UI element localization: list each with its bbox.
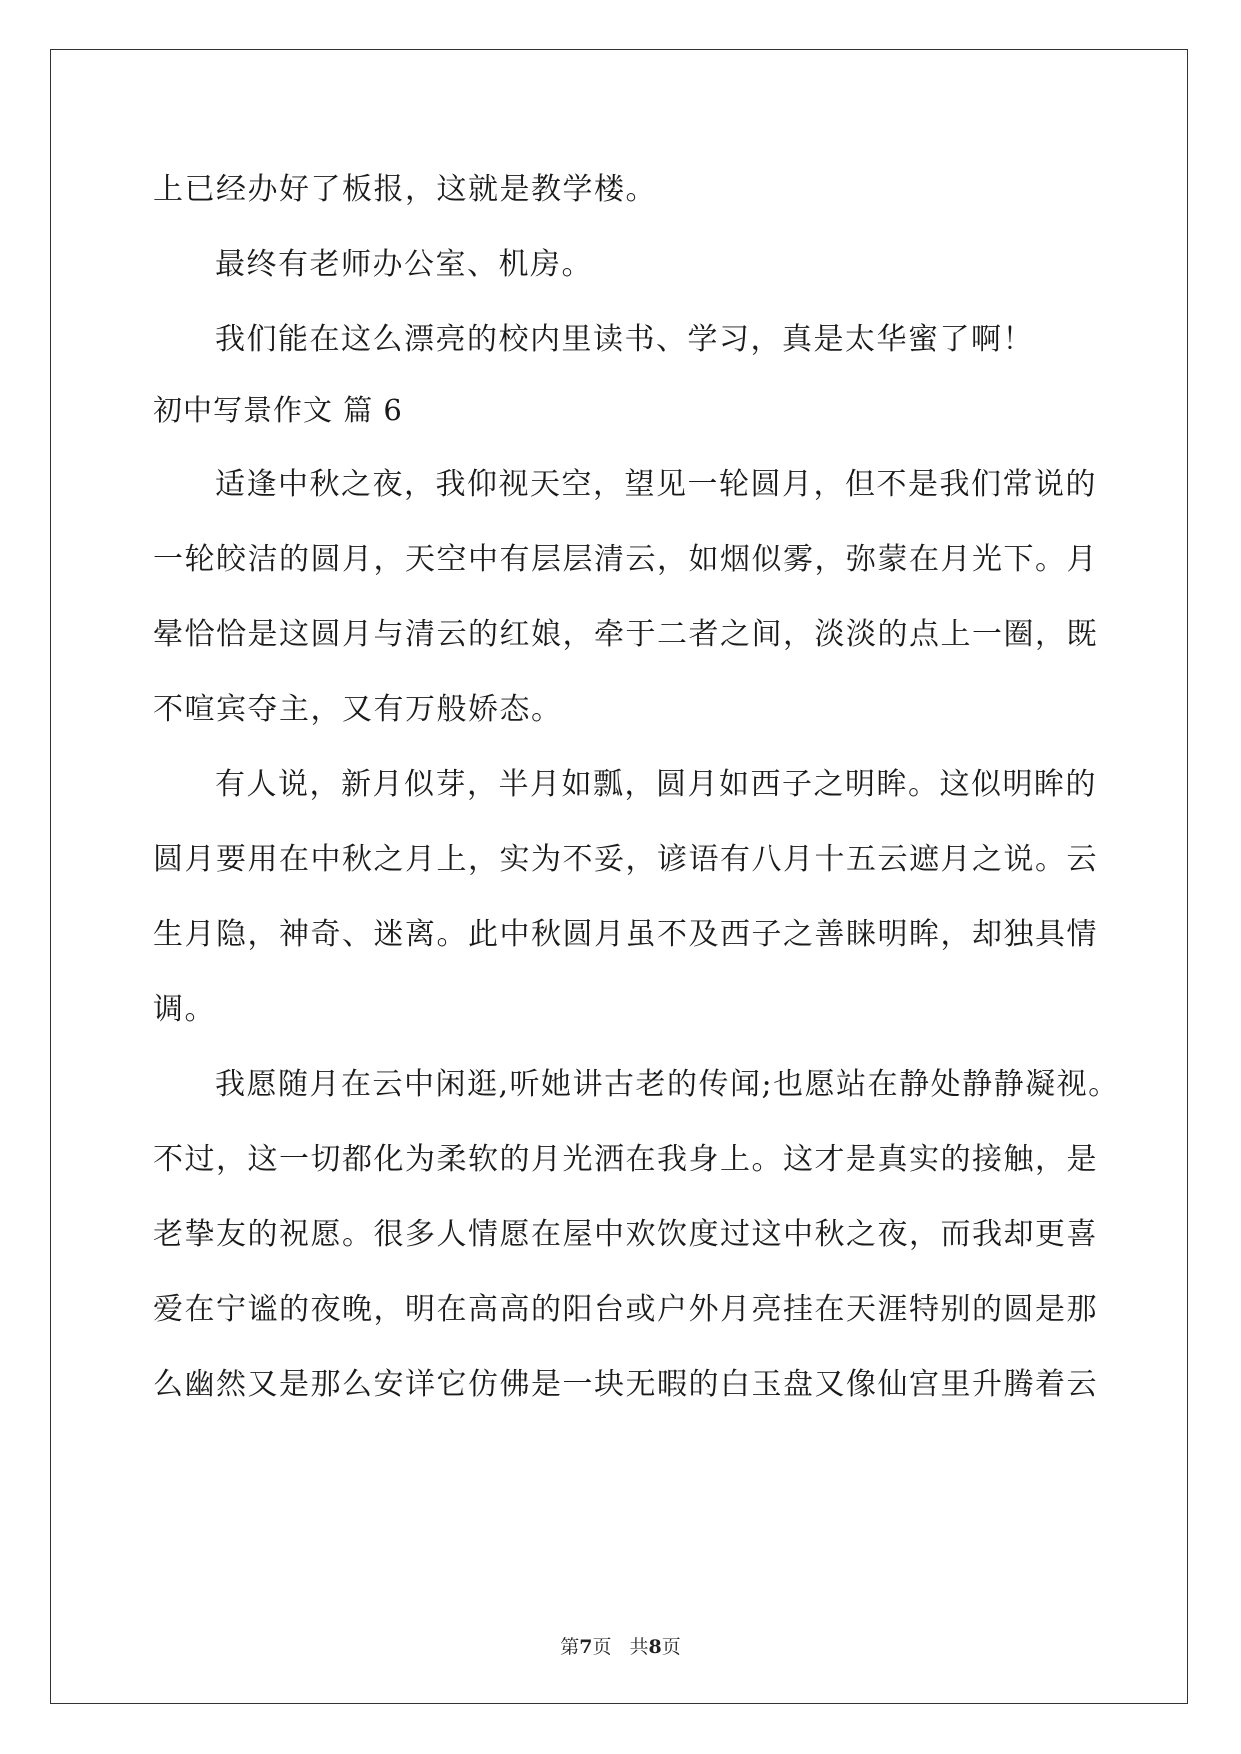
text-line: 一轮皎洁的圆月，天空中有层层清云，如烟似雾，弥蒙在月光下。月: [153, 542, 1098, 577]
paragraph-first-line: 有人说，新月似芽，半月如瓢，圆月如西子之明眸。这似明眸的: [215, 767, 1097, 802]
page-footer: [0, 1632, 1241, 1659]
text-line: 生月隐，神奇、迷离。此中秋圆月虽不及西子之善睐明眸，却独具情: [153, 917, 1098, 952]
page-total: 8: [648, 1636, 662, 1658]
total-prefix: 共: [629, 1636, 649, 1658]
page-current: 7: [579, 1636, 593, 1658]
paragraph-first-line: 我们能在这么漂亮的校内里读书、学习，真是太华蜜了啊！: [215, 322, 1034, 357]
section-heading: 初中写景作文 篇 6: [153, 393, 403, 427]
text-line: 上已经办好了板报，这就是教学楼。: [153, 172, 657, 207]
text-line: 么幽然又是那么安详它仿佛是一块无暇的白玉盘又像仙宫里升腾着云: [153, 1367, 1098, 1402]
text-line: 不喧宾夺主，又有万般娇态。: [153, 692, 563, 727]
paragraph-first-line: 最终有老师办公室、机房。: [215, 247, 593, 282]
text-line: 爱在宁谧的夜晚，明在高高的阳台或户外月亮挂在天涯特别的圆是那: [153, 1292, 1098, 1327]
paragraph-first-line: 我愿随月在云中闲逛,听她讲古老的传闻;也愿站在静处静静凝视。: [215, 1067, 1120, 1102]
text-line: 老挚友的祝愿。很多人情愿在屋中欢饮度过这中秋之夜，而我却更喜: [153, 1217, 1098, 1252]
text-line: 圆月要用在中秋之月上，实为不妥，谚语有八月十五云遮月之说。云: [153, 842, 1098, 877]
page-prefix: 第: [560, 1636, 580, 1658]
total-suffix: 页: [661, 1636, 681, 1658]
paragraph-first-line: 适逢中秋之夜，我仰视天空，望见一轮圆月，但不是我们常说的: [215, 467, 1097, 502]
text-line: 晕恰恰是这圆月与清云的红娘，牵于二者之间，淡淡的点上一圈，既: [153, 617, 1098, 652]
page-suffix: 页: [592, 1636, 612, 1658]
text-line: 不过，这一切都化为柔软的月光洒在我身上。这才是真实的接触，是: [153, 1142, 1098, 1177]
text-line: 调。: [153, 992, 216, 1027]
